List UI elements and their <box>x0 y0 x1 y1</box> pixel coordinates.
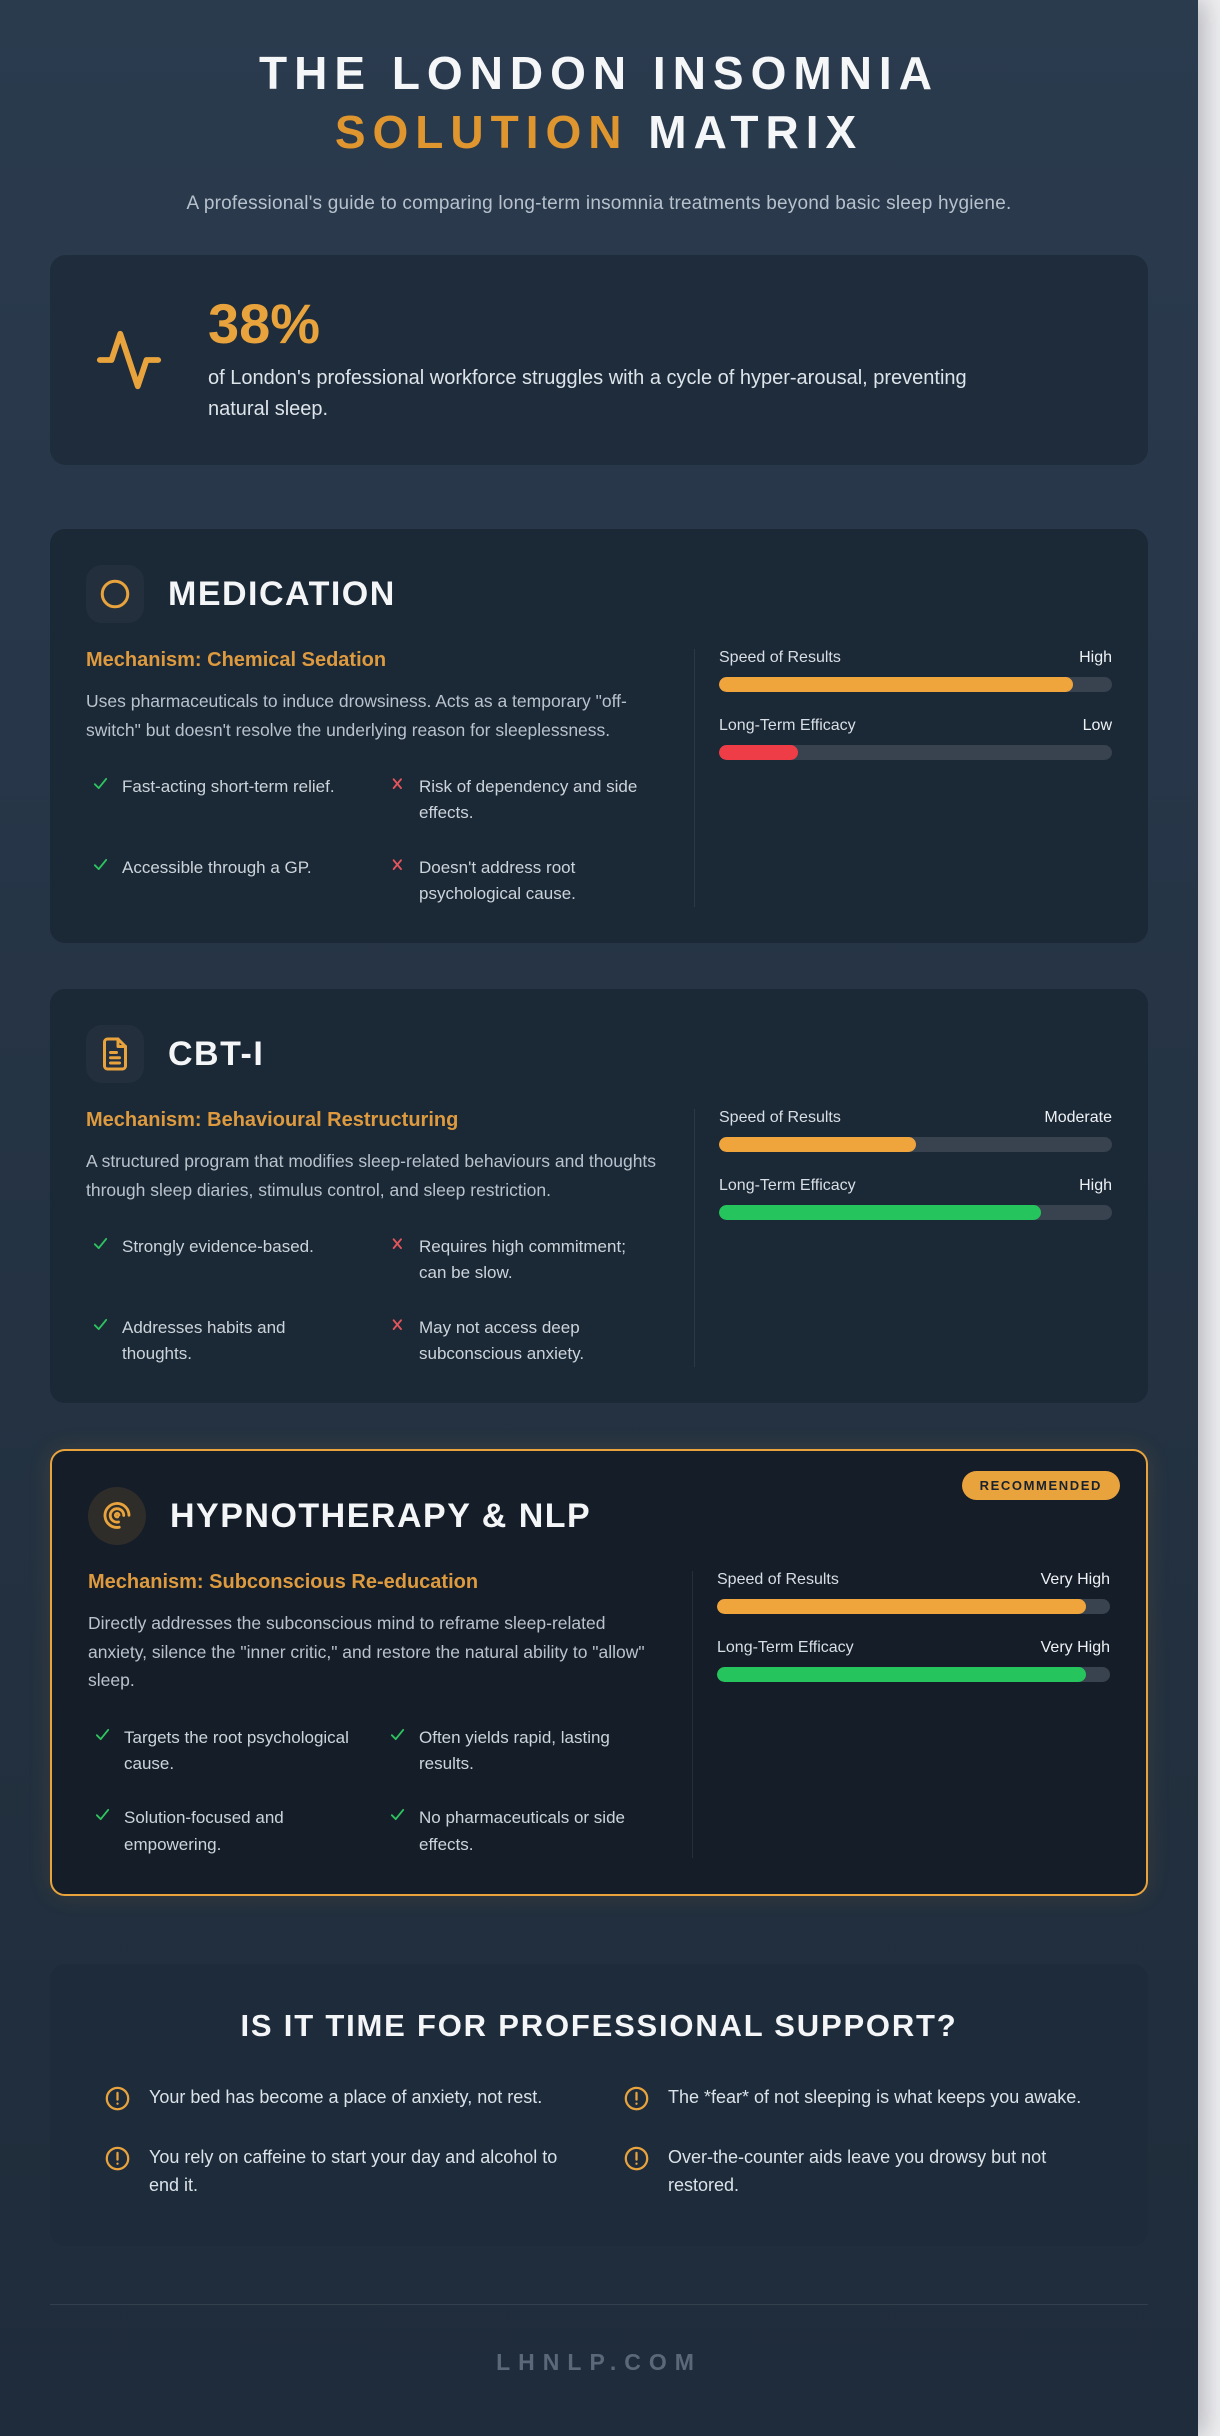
support-item <box>623 2084 1094 2112</box>
cross-icon <box>389 1235 406 1252</box>
support-list <box>90 2084 1108 2200</box>
stat-description: of London's professional workforce struggles with a cycle of hyper-arousal, preventing natural sleep. <box>208 367 967 421</box>
mechanism-label: Mechanism: Behavioural Restructuring <box>86 1109 459 1132</box>
con-item <box>389 774 660 827</box>
pro-item <box>92 774 363 827</box>
support-item-text: Your bed has become a place of anxiety, not rest. <box>149 2086 543 2107</box>
pros-cons-list <box>88 1725 658 1858</box>
meter-fill <box>719 1205 1041 1220</box>
list-item-text: Requires high commitment; can be slow. <box>419 1237 626 1283</box>
meter-value: Moderate <box>1044 1109 1112 1127</box>
rating-meter <box>719 1177 1112 1220</box>
meter-fill <box>719 745 798 760</box>
meter-label: Long-Term Efficacy <box>717 1639 854 1657</box>
pro-item <box>94 1725 363 1778</box>
support-item-text: Over-the-counter aids leave you drowsy but not restored. <box>668 2146 1047 2195</box>
meter-label: Long-Term Efficacy <box>719 717 856 735</box>
rating-meter <box>719 649 1112 692</box>
meter-value: High <box>1079 1177 1112 1195</box>
support-item-text: The *fear* of not sleeping is what keeps you awake. <box>668 2086 1082 2107</box>
meter-fill <box>719 677 1073 692</box>
rating-meter <box>717 1571 1110 1614</box>
rating-meter <box>719 1109 1112 1152</box>
meter-fill <box>719 1137 916 1152</box>
treatment-card-cbt-i <box>50 989 1148 1403</box>
page-subtitle: A professional's guide to comparing long-term insomnia treatments beyond basic sleep hygiene. <box>186 192 1012 214</box>
list-item-text: Solution-focused and empowering. <box>124 1808 284 1854</box>
check-icon <box>94 1806 111 1823</box>
support-item <box>104 2084 575 2112</box>
cross-icon <box>389 856 406 873</box>
meter-track <box>717 1667 1110 1682</box>
check-icon <box>92 775 109 792</box>
list-item-text: Often yields rapid, lasting results. <box>419 1727 610 1773</box>
check-icon <box>92 1235 109 1252</box>
meter-value: Very High <box>1040 1571 1110 1589</box>
meter-value: Low <box>1082 717 1112 735</box>
pros-cons-list <box>86 1234 660 1367</box>
meter-fill <box>717 1667 1086 1682</box>
activity-icon <box>94 325 164 395</box>
card-title: MEDICATION <box>168 574 396 613</box>
pro-item <box>94 1805 363 1858</box>
meter-value: High <box>1079 649 1112 667</box>
page-title-line1: THE LONDON INSOMNIA <box>259 47 939 99</box>
mechanism-label: Mechanism: Chemical Sedation <box>86 649 387 672</box>
page-title-accent: SOLUTION <box>334 105 629 158</box>
treatment-cards <box>50 529 1148 1896</box>
check-icon <box>94 1726 111 1743</box>
stat-card <box>50 255 1148 466</box>
meter-track <box>719 677 1112 692</box>
rating-meters <box>694 649 1112 907</box>
con-item <box>389 1315 660 1368</box>
meter-value: Very High <box>1040 1639 1110 1657</box>
cross-icon <box>389 1316 406 1333</box>
list-item-text: Accessible through a GP. <box>122 857 312 877</box>
pro-item <box>389 1805 658 1858</box>
list-item-text: Fast-acting short-term relief. <box>122 777 335 797</box>
card-title: CBT-I <box>168 1034 265 1073</box>
rating-meter <box>719 717 1112 760</box>
file-text-icon <box>86 1025 144 1083</box>
card-header <box>86 565 1112 623</box>
support-card <box>50 1964 1148 2246</box>
support-item <box>623 2144 1094 2200</box>
rating-meter <box>717 1639 1110 1682</box>
pros-cons-list <box>86 774 660 907</box>
card-header <box>88 1487 1110 1545</box>
list-item-text: May not access deep subconscious anxiety. <box>419 1317 585 1364</box>
alert-icon <box>623 2085 650 2112</box>
page-title-tail: MATRIX <box>628 105 864 158</box>
card-title: HYPNOTHERAPY & NLP <box>170 1496 592 1535</box>
con-item <box>389 855 660 908</box>
pro-item <box>92 1315 363 1368</box>
list-item-text: No pharmaceuticals or side effects. <box>419 1808 625 1854</box>
meter-label: Speed of Results <box>717 1571 839 1589</box>
treatment-card-hypnotherapy-nlp <box>50 1449 1148 1895</box>
card-details <box>86 1109 694 1367</box>
card-description: Uses pharmaceuticals to induce drowsiness. Acts as a temporary "off-switch" but doesn't resolve the underlying reason for sleeplessness. <box>86 691 627 740</box>
footer-site-link[interactable]: LHNLP.COM <box>496 2348 702 2375</box>
list-item-text: Risk of dependency and side effects. <box>419 777 638 823</box>
treatment-card-medication <box>50 529 1148 943</box>
meter-track <box>719 1205 1112 1220</box>
card-description: Directly addresses the subconscious mind to reframe sleep-related anxiety, silence the "inner critic," and restore the natural ability to "allow" sleep. <box>88 1613 645 1691</box>
list-item-text: Addresses habits and thoughts. <box>122 1317 286 1364</box>
card-details <box>86 649 694 907</box>
support-heading: IS IT TIME FOR PROFESSIONAL SUPPORT? <box>240 2007 958 2043</box>
meter-track <box>719 745 1112 760</box>
page-title <box>50 44 1148 162</box>
spiral-icon <box>88 1487 146 1545</box>
pro-item <box>389 1725 658 1778</box>
rating-meters <box>692 1571 1110 1857</box>
stat-value: 38% <box>208 291 321 355</box>
stat-body <box>208 291 1028 426</box>
pro-item <box>92 855 363 908</box>
recommended-badge: RECOMMENDED <box>962 1471 1120 1500</box>
rating-meters <box>694 1109 1112 1367</box>
meter-label: Speed of Results <box>719 1109 841 1127</box>
support-item <box>104 2144 575 2200</box>
meter-track <box>717 1599 1110 1614</box>
pill-circle-icon <box>86 565 144 623</box>
mechanism-label: Mechanism: Subconscious Re-education <box>88 1571 479 1594</box>
list-item-text: Targets the root psychological cause. <box>124 1727 349 1773</box>
card-description: A structured program that modifies sleep-related behaviours and thoughts through sleep diaries, stimulus control, and sleep restriction. <box>86 1151 657 1200</box>
card-body <box>86 1109 1112 1367</box>
card-details <box>88 1571 692 1857</box>
alert-icon <box>104 2145 131 2172</box>
pro-item <box>92 1234 363 1287</box>
card-body <box>88 1571 1110 1857</box>
meter-track <box>719 1137 1112 1152</box>
check-icon <box>389 1806 406 1823</box>
check-icon <box>92 1316 109 1333</box>
alert-icon <box>623 2145 650 2172</box>
check-icon <box>389 1726 406 1743</box>
footer-divider <box>50 2304 1148 2305</box>
con-item <box>389 1234 660 1287</box>
list-item-text: Strongly evidence-based. <box>122 1237 314 1257</box>
meter-label: Long-Term Efficacy <box>719 1177 856 1195</box>
card-header <box>86 1025 1112 1083</box>
list-item-text: Doesn't address root psychological cause. <box>419 857 576 904</box>
support-item-text: You rely on caffeine to start your day and alcohol to end it. <box>149 2146 558 2195</box>
cross-icon <box>389 775 406 792</box>
check-icon <box>92 856 109 873</box>
alert-icon <box>104 2085 131 2112</box>
card-body <box>86 649 1112 907</box>
meter-fill <box>717 1599 1086 1614</box>
meter-label: Speed of Results <box>719 649 841 667</box>
